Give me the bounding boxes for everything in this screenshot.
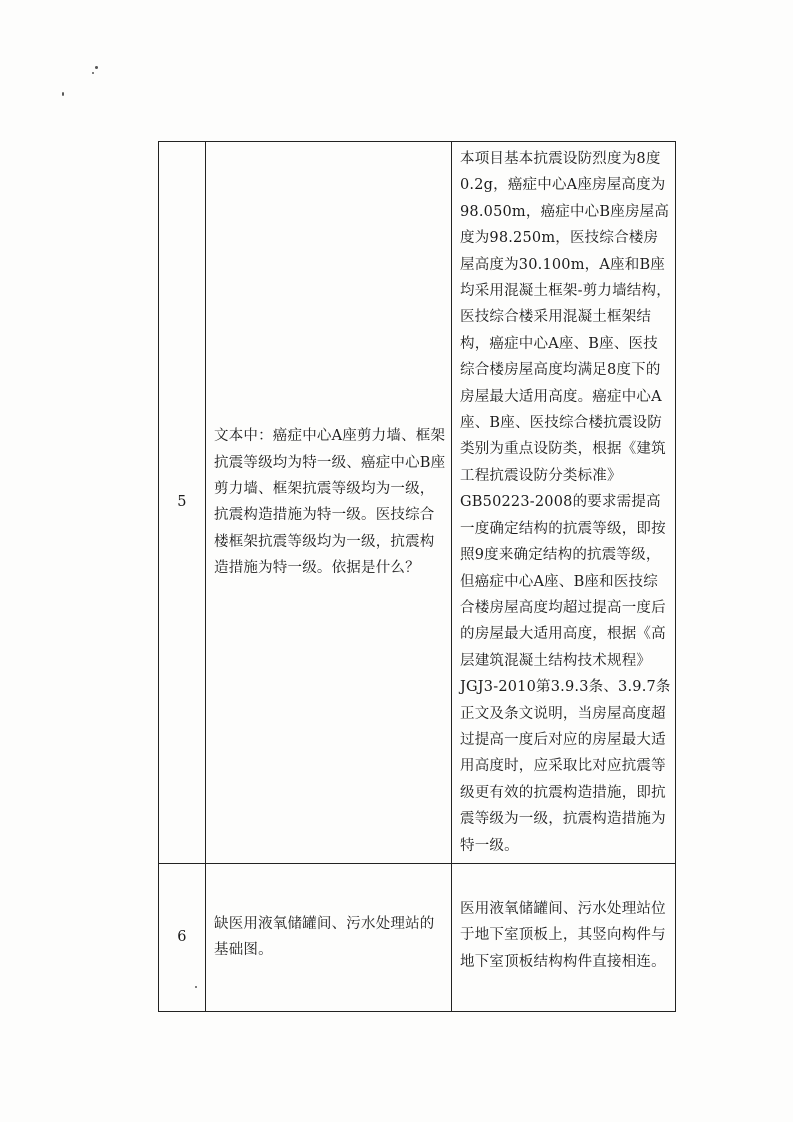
review-question: 缺医用液氧储罐间、污水处理站的基础图。 <box>206 863 452 1011</box>
table-row <box>159 863 676 1011</box>
scan-speck <box>92 72 94 74</box>
scan-speck <box>95 66 98 69</box>
response-answer: 医用液氧储罐间、污水处理站位于地下室顶板上，其竖向构件与地下室顶板结构构件直接相连。 <box>452 863 676 1011</box>
row-number: 6 <box>159 863 206 1011</box>
scan-speck <box>62 92 64 96</box>
review-question: 文本中：癌症中心A座剪力墙、框架抗震等级均为特一级、癌症中心B座剪力墙、框架抗震等级均为一级，抗震构造措施为特一级。医技综合楼框架抗震等级均为一级，抗震构造措施为特一级。依据是什么？ <box>206 142 452 864</box>
row-number: 5 <box>159 142 206 864</box>
review-response-table <box>158 141 676 1012</box>
response-answer: 本项目基本抗震设防烈度为8度0.2g，癌症中心A座房屋高度为98.050m，癌症中心B座房屋高度为98.250m，医技综合楼房屋高度为30.100m，A座和B座均采用混凝土框架-剪力墙结构，医技综合楼采用混凝土框架结构，癌症中心A座、B座、医技综合楼房屋高度均满足8度下的房屋最大适用高度。癌症中心A座、B座、医技综合楼抗震设防类别为重点设防类，根据《建筑工程抗震设防分类标准》GB50223-2008的要求需提高一度确定结构的抗震等级，即按照9度来确定结构的抗震等级，但癌症中心A座、B座和医技综合楼房屋高度均超过提高一度后的房屋最大适用高度，根据《高层建筑混凝土结构技术规程》JGJ3-2010第3.9.3条、3.9.7条正文及条文说明，当房屋高度超过提高一度后对应的房屋最大适用高度时，应采取比对应抗震等级更有效的抗震构造措施，即抗震等级为一级，抗震构造措施为特一级。 <box>452 142 676 864</box>
table-row <box>159 142 676 864</box>
